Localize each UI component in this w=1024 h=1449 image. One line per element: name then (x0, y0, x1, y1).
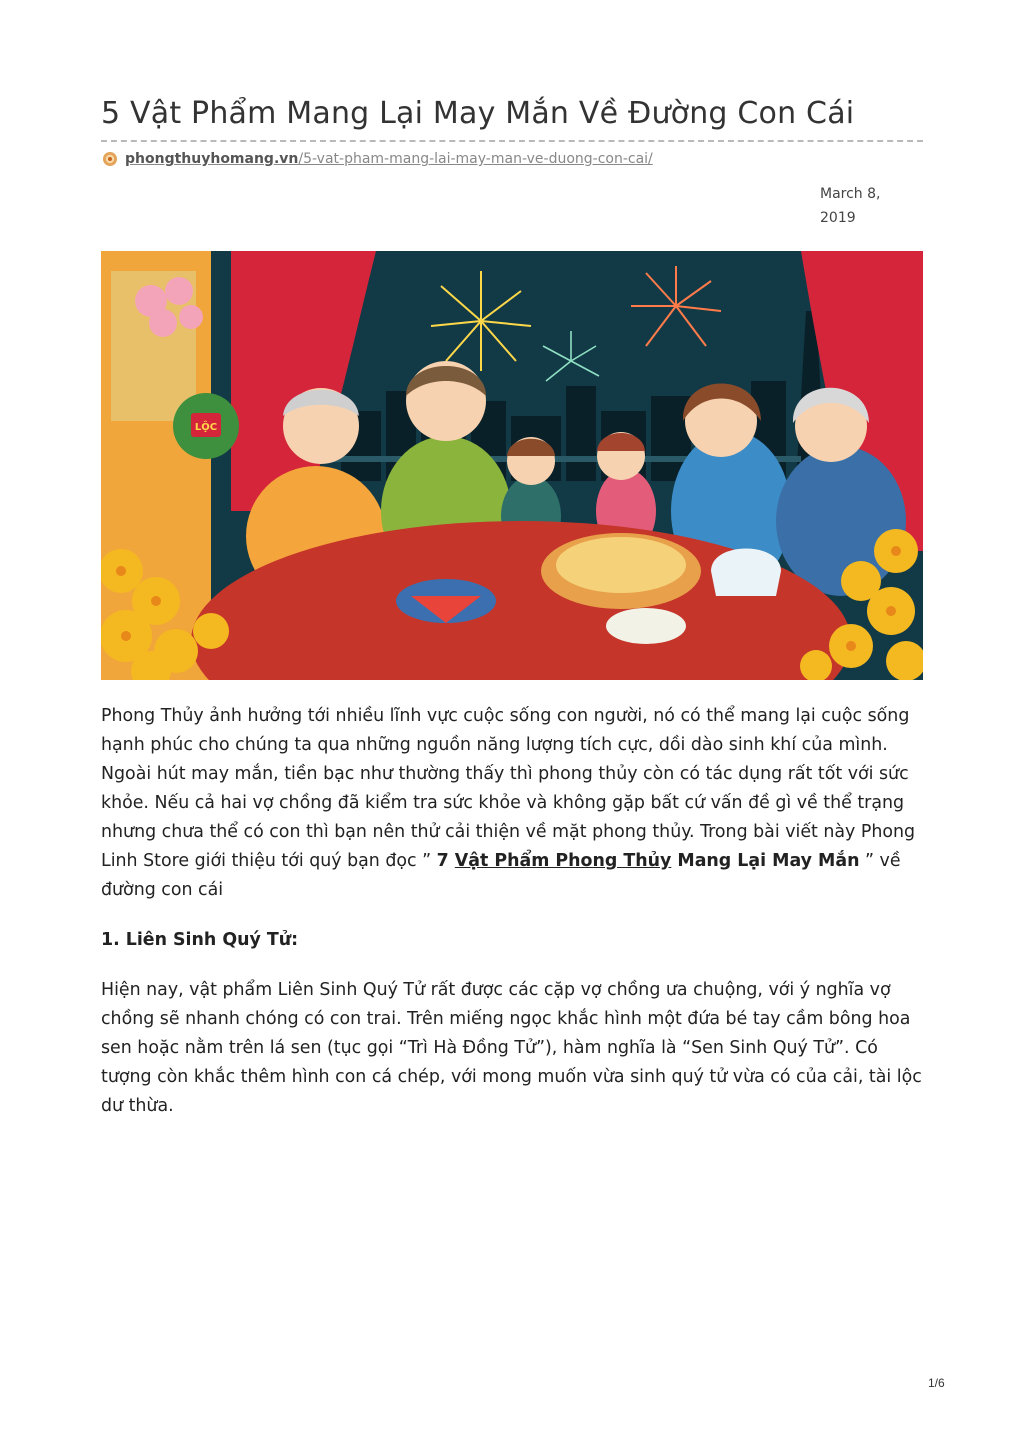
section-1-heading: 1. Liên Sinh Quý Tử: (101, 930, 299, 950)
post-date-line1: March 8, (820, 186, 881, 202)
source-line (102, 151, 653, 167)
post-date (820, 182, 910, 230)
loc-badge: LỘC (194, 422, 218, 433)
hero-illustration (101, 251, 923, 680)
intro-article-link[interactable]: Vật Phẩm Phong Thủy (454, 851, 672, 871)
intro-paragraph (101, 702, 931, 905)
source-url-link[interactable] (125, 151, 653, 167)
intro-bold-number: 7 (436, 851, 455, 871)
intro-bold-tail: Mang Lại May Mắn (671, 851, 860, 871)
site-favicon-icon (102, 151, 118, 167)
source-path: /5-vat-pham-mang-lai-may-man-ve-duong-con-cai/ (298, 151, 653, 167)
section-1-paragraph: Hiện nay, vật phẩm Liên Sinh Quý Tử rất được các cặp vợ chồng ưa chuộng, với ý nghĩa vợ chồng sẽ nhanh chóng có con trai. Trên miếng ngọc khắc hình một đứa bé tay cầm bông hoa sen hoặc nằm trên lá sen (tục gọi “Trì Hà Đồng Tử”), hàm nghĩa là “Sen Sinh Quý Tử”. Có tượng còn khắc thêm hình con cá chép, với mong muốn vừa sinh quý tử vừa có của cải, tài lộc dư thừa. (101, 980, 922, 1116)
teapot (711, 549, 781, 597)
source-domain: phongthuyhomang.vn (125, 151, 299, 167)
intro-text: Phong Thủy ảnh hưởng tới nhiều lĩnh vực cuộc sống con người, nó có thể mang lại cuộc sống hạnh phúc cho chúng ta qua những nguồn năng lượng tích cực, dồi dào sinh khí của mình. Ngoài hút may mắn, tiền bạc như thường thấy thì phong thủy còn có tác dụng rất tốt với sức khỏe. Nếu cả hai vợ chồng đã kiểm tra sức khỏe và không gặp bất cứ vấn đề gì về thể trạng nhưng chưa thể có con thì bạn nên thử cải thiện về mặt phong thủy. Trong bài viết này Phong Linh Store giới thiệu tới quý bạn đọc ” (101, 706, 916, 871)
family-celebration-illustration (101, 251, 923, 680)
title-divider (101, 140, 923, 142)
post-date-line2: 2019 (820, 210, 856, 226)
page-number: 1/6 (928, 1376, 945, 1390)
intro-end: ” về đường con cái (101, 851, 901, 900)
article-body (101, 702, 931, 1121)
page-title: 5 Vật Phẩm Mang Lại May Mắn Về Đường Con Cái (101, 96, 855, 131)
